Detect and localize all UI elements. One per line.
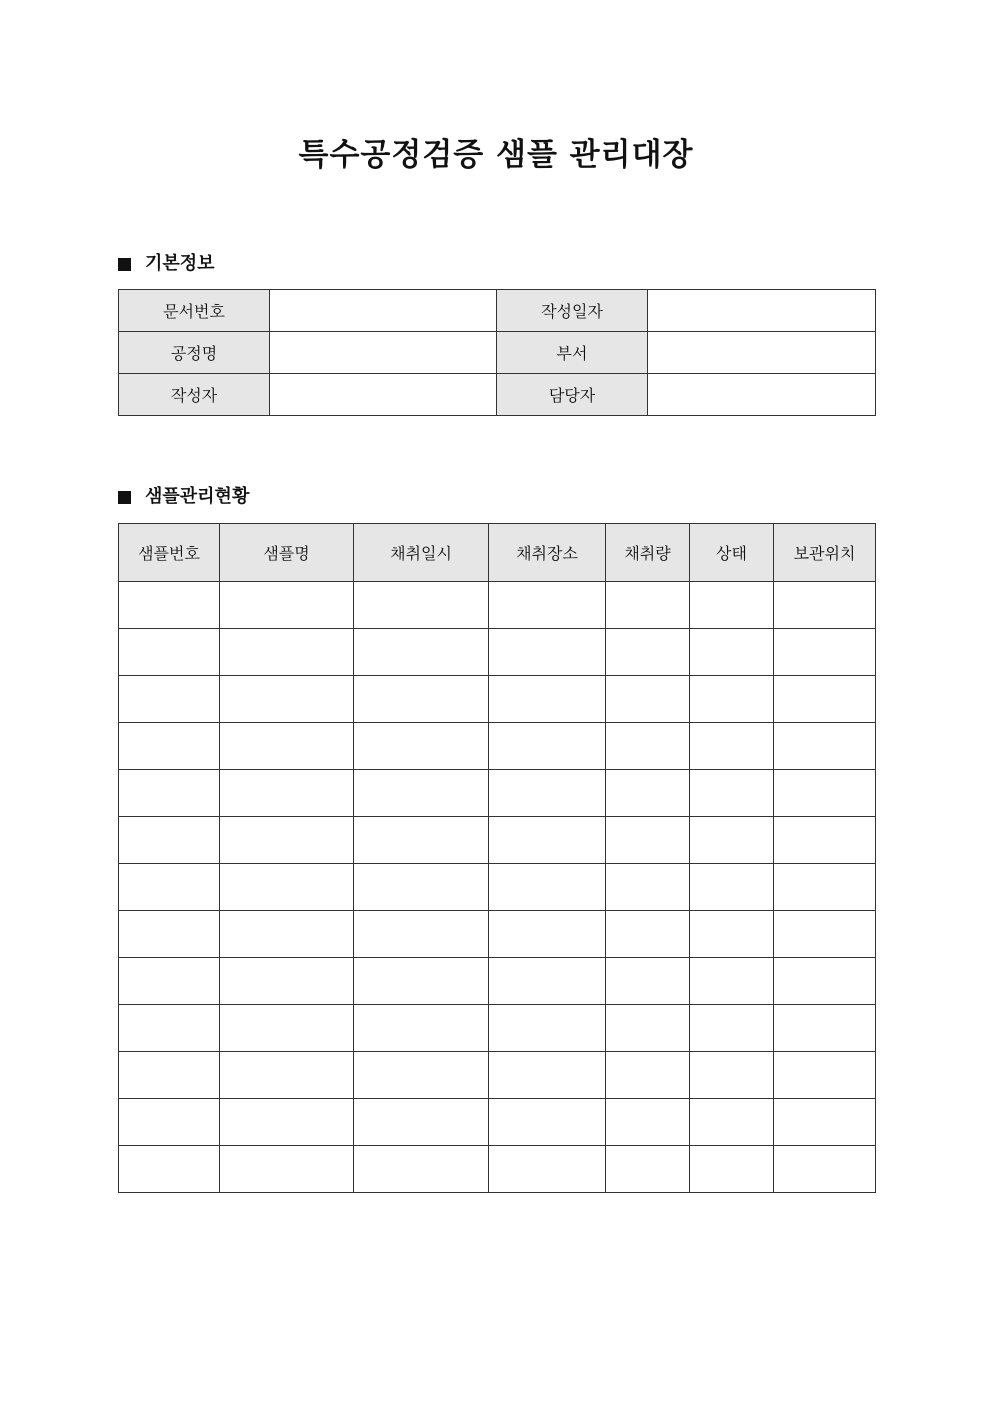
sample-name-cell[interactable] (220, 1146, 354, 1193)
sample-table-header-row (119, 524, 876, 582)
sample-name-cell[interactable] (220, 1052, 354, 1099)
storage-location-cell[interactable] (774, 911, 876, 958)
sample-number-cell[interactable] (119, 817, 220, 864)
storage-location-cell[interactable] (774, 582, 876, 629)
column-header-status: 상태 (690, 524, 774, 582)
table-row (119, 770, 876, 817)
storage-location-cell[interactable] (774, 1146, 876, 1193)
process-name-field[interactable] (270, 332, 497, 374)
department-label: 부서 (497, 332, 648, 374)
collection-datetime-cell[interactable] (354, 864, 489, 911)
doc-number-field[interactable] (270, 290, 497, 332)
sample-name-cell[interactable] (220, 864, 354, 911)
collection-location-cell[interactable] (489, 1052, 606, 1099)
sample-name-cell[interactable] (220, 911, 354, 958)
collection-location-cell[interactable] (489, 911, 606, 958)
column-header-sample-name: 샘플명 (220, 524, 354, 582)
sample-status-heading-text: 샘플관리현황 (145, 486, 250, 507)
status-cell[interactable] (690, 1099, 774, 1146)
author-field[interactable] (270, 374, 497, 416)
status-cell[interactable] (690, 817, 774, 864)
basic-info-row (119, 332, 876, 374)
column-header-collection-location: 채취장소 (489, 524, 606, 582)
collection-datetime-cell[interactable] (354, 958, 489, 1005)
status-cell[interactable] (690, 676, 774, 723)
status-cell[interactable] (690, 958, 774, 1005)
collection-amount-cell[interactable] (606, 676, 690, 723)
sample-name-cell[interactable] (220, 582, 354, 629)
table-row (119, 1099, 876, 1146)
sample-number-cell[interactable] (119, 958, 220, 1005)
table-row (119, 911, 876, 958)
author-label: 작성자 (119, 374, 270, 416)
storage-location-cell[interactable] (774, 817, 876, 864)
storage-location-cell[interactable] (774, 723, 876, 770)
square-bullet-icon (118, 491, 131, 504)
collection-amount-cell[interactable] (606, 864, 690, 911)
column-header-storage-location: 보관위치 (774, 524, 876, 582)
collection-amount-cell[interactable] (606, 958, 690, 1005)
storage-location-cell[interactable] (774, 1099, 876, 1146)
collection-amount-cell[interactable] (606, 723, 690, 770)
status-cell[interactable] (690, 911, 774, 958)
sample-table (118, 523, 876, 1193)
sample-table-body (119, 582, 876, 1193)
sample-number-cell[interactable] (119, 1146, 220, 1193)
sample-name-cell[interactable] (220, 1099, 354, 1146)
process-name-label: 공정명 (119, 332, 270, 374)
collection-location-cell[interactable] (489, 958, 606, 1005)
collection-datetime-cell[interactable] (354, 1005, 489, 1052)
collection-datetime-cell[interactable] (354, 770, 489, 817)
collection-datetime-cell[interactable] (354, 629, 489, 676)
status-cell[interactable] (690, 582, 774, 629)
table-row (119, 1146, 876, 1193)
collection-location-cell[interactable] (489, 676, 606, 723)
storage-location-cell[interactable] (774, 770, 876, 817)
sample-status-heading (118, 485, 249, 509)
table-row (119, 864, 876, 911)
collection-datetime-cell[interactable] (354, 911, 489, 958)
sample-number-cell[interactable] (119, 864, 220, 911)
document-title: 특수공정검증 샘플 관리대장 (298, 137, 694, 173)
collection-amount-cell[interactable] (606, 629, 690, 676)
sample-name-cell[interactable] (220, 817, 354, 864)
collection-datetime-cell[interactable] (354, 1146, 489, 1193)
collection-location-cell[interactable] (489, 629, 606, 676)
sample-number-cell[interactable] (119, 770, 220, 817)
status-cell[interactable] (690, 1052, 774, 1099)
collection-amount-cell[interactable] (606, 582, 690, 629)
storage-location-cell[interactable] (774, 958, 876, 1005)
table-row (119, 1005, 876, 1052)
status-cell[interactable] (690, 723, 774, 770)
collection-location-cell[interactable] (489, 770, 606, 817)
basic-info-heading-text: 기본정보 (145, 253, 215, 274)
manager-field[interactable] (648, 374, 876, 416)
collection-location-cell[interactable] (489, 1099, 606, 1146)
collection-location-cell[interactable] (489, 817, 606, 864)
department-field[interactable] (648, 332, 876, 374)
collection-location-cell[interactable] (489, 723, 606, 770)
sample-name-cell[interactable] (220, 1005, 354, 1052)
storage-location-cell[interactable] (774, 629, 876, 676)
sample-number-cell[interactable] (119, 723, 220, 770)
sample-name-cell[interactable] (220, 676, 354, 723)
table-row (119, 676, 876, 723)
sample-number-cell[interactable] (119, 629, 220, 676)
column-header-collection-amount: 채취량 (606, 524, 690, 582)
sample-number-cell[interactable] (119, 1005, 220, 1052)
collection-amount-cell[interactable] (606, 1099, 690, 1146)
storage-location-cell[interactable] (774, 864, 876, 911)
status-cell[interactable] (690, 770, 774, 817)
collection-location-cell[interactable] (489, 864, 606, 911)
sample-number-cell[interactable] (119, 1052, 220, 1099)
basic-info-heading (118, 252, 215, 276)
sample-number-cell[interactable] (119, 911, 220, 958)
collection-amount-cell[interactable] (606, 1146, 690, 1193)
table-row (119, 817, 876, 864)
table-row (119, 1052, 876, 1099)
collection-datetime-cell[interactable] (354, 582, 489, 629)
sample-number-cell[interactable] (119, 676, 220, 723)
basic-info-row (119, 374, 876, 416)
collection-amount-cell[interactable] (606, 817, 690, 864)
sample-number-cell[interactable] (119, 582, 220, 629)
collection-amount-cell[interactable] (606, 1052, 690, 1099)
collection-amount-cell[interactable] (606, 1005, 690, 1052)
basic-info-row (119, 290, 876, 332)
status-cell[interactable] (690, 864, 774, 911)
collection-datetime-cell[interactable] (354, 1052, 489, 1099)
collection-location-cell[interactable] (489, 1146, 606, 1193)
table-row (119, 723, 876, 770)
collection-datetime-cell[interactable] (354, 676, 489, 723)
sample-number-cell[interactable] (119, 1099, 220, 1146)
column-header-sample-number: 샘플번호 (119, 524, 220, 582)
collection-amount-cell[interactable] (606, 770, 690, 817)
storage-location-cell[interactable] (774, 1052, 876, 1099)
square-bullet-icon (118, 258, 131, 271)
status-cell[interactable] (690, 629, 774, 676)
created-date-field[interactable] (648, 290, 876, 332)
storage-location-cell[interactable] (774, 676, 876, 723)
table-row (119, 629, 876, 676)
sample-name-cell[interactable] (220, 770, 354, 817)
collection-datetime-cell[interactable] (354, 723, 489, 770)
storage-location-cell[interactable] (774, 1005, 876, 1052)
status-cell[interactable] (690, 1005, 774, 1052)
collection-datetime-cell[interactable] (354, 817, 489, 864)
collection-location-cell[interactable] (489, 582, 606, 629)
sample-name-cell[interactable] (220, 723, 354, 770)
table-row (119, 958, 876, 1005)
column-header-collection-datetime: 채취일시 (354, 524, 489, 582)
basic-info-table (118, 289, 876, 416)
collection-location-cell[interactable] (489, 1005, 606, 1052)
manager-label: 담당자 (497, 374, 648, 416)
status-cell[interactable] (690, 1146, 774, 1193)
table-row (119, 582, 876, 629)
sample-name-cell[interactable] (220, 958, 354, 1005)
created-date-label: 작성일자 (497, 290, 648, 332)
sample-name-cell[interactable] (220, 629, 354, 676)
collection-amount-cell[interactable] (606, 911, 690, 958)
doc-number-label: 문서번호 (119, 290, 270, 332)
collection-datetime-cell[interactable] (354, 1099, 489, 1146)
